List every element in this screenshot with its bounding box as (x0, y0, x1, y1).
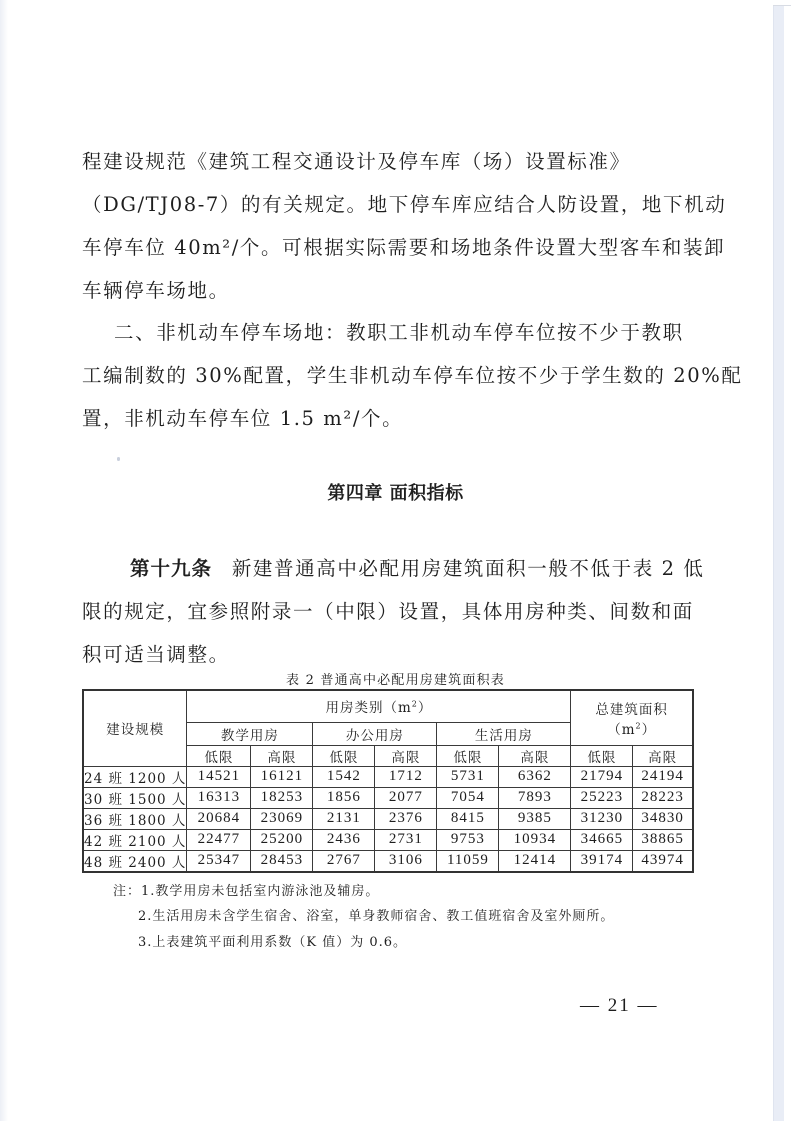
row-scale: 42 班 2100 人 (83, 829, 187, 850)
table-cell: 20684 (187, 808, 251, 829)
table-cell: 1856 (313, 787, 375, 808)
header-low: 低限 (571, 745, 633, 766)
table-cell: 34830 (633, 808, 693, 829)
table-cell: 21794 (571, 766, 633, 787)
table-cell: 39174 (571, 850, 633, 872)
paragraph-line: 车辆停车场地。 (82, 279, 230, 302)
note-line: 2.生活用房未含学生宿舍、浴室，单身教师宿舍、教工值班宿舍及室外厕所。 (138, 909, 615, 924)
table-cell: 9385 (499, 808, 571, 829)
header-office-rooms: 办公用房 (313, 722, 437, 745)
note-line: 3.上表建筑平面利用系数（K 值）为 0.6。 (138, 935, 408, 950)
table-row (83, 787, 693, 808)
paragraph-line: 积可适当调整。 (82, 643, 230, 666)
table-cell: 34665 (571, 829, 633, 850)
table-cell: 22477 (187, 829, 251, 850)
table-cell: 2767 (313, 850, 375, 872)
table-cell: 16121 (251, 766, 313, 787)
table-cell: 1542 (313, 766, 375, 787)
table-cell: 9753 (437, 829, 499, 850)
row-scale: 30 班 1500 人 (83, 787, 187, 808)
table-cell: 7054 (437, 787, 499, 808)
paragraph-line: 程建设规范《建筑工程交通设计及停车库（场）设置标准》 (82, 150, 631, 173)
article-text: 新建普通高中必配用房建筑面积一般不低于表 2 低 (231, 557, 705, 580)
scan-left-edge (0, 0, 8, 1121)
table-cell: 25347 (187, 850, 251, 872)
table-cell: 24194 (633, 766, 693, 787)
table-cell: 38865 (633, 829, 693, 850)
table-cell: 8415 (437, 808, 499, 829)
note-line: 注：1.教学用房未包括室内游泳池及辅房。 (113, 884, 380, 899)
paragraph-line: 限的规定，宜参照附录一（中限）设置，具体用房种类、间数和面 (82, 600, 694, 623)
header-teaching-rooms: 教学用房 (187, 722, 313, 745)
table-cell: 25223 (571, 787, 633, 808)
table-cell: 2731 (375, 829, 437, 850)
header-room-category: 用房类别$(m^2)$ (187, 690, 571, 722)
table-row (83, 808, 693, 829)
header-total-area: 总建筑面积 $(m^2)$ (571, 690, 693, 745)
table-cell: 10934 (499, 829, 571, 850)
table-cell: 3106 (375, 850, 437, 872)
table-cell: 28453 (251, 850, 313, 872)
header-low: 低限 (313, 745, 375, 766)
area-table (82, 689, 694, 873)
table-cell: 11059 (437, 850, 499, 872)
paragraph-line: 二、非机动车停车场地：教职工非机动车停车位按不少于教职 (114, 321, 684, 344)
scan-right-edge (773, 6, 784, 1121)
paragraph-line: （DG/TJ08-7）的有关规定。地下停车库应结合人防设置，地下机动 (82, 193, 727, 216)
table-row (83, 829, 693, 850)
table-body (83, 766, 693, 872)
table-cell: 12414 (499, 850, 571, 872)
chapter-title: 第四章 面积指标 (327, 483, 464, 504)
article-first-line (130, 553, 705, 581)
header-low: 低限 (437, 745, 499, 766)
header-low: 低限 (187, 745, 251, 766)
table-cell: 18253 (251, 787, 313, 808)
header-high: 高限 (633, 745, 693, 766)
header-living-rooms: 生活用房 (437, 722, 571, 745)
table-cell: 14521 (187, 766, 251, 787)
table-cell: 6362 (499, 766, 571, 787)
table-cell: 2131 (313, 808, 375, 829)
row-scale: 36 班 1800 人 (83, 808, 187, 829)
paragraph-line: 置，非机动车停车位 1.5 m²/个。 (82, 407, 404, 430)
table-cell: 23069 (251, 808, 313, 829)
table-cell: 2077 (375, 787, 437, 808)
table-cell: 2436 (313, 829, 375, 850)
table-cell: 5731 (437, 766, 499, 787)
header-high: 高限 (251, 745, 313, 766)
header-high: 高限 (375, 745, 437, 766)
page-number: — 21 — (580, 995, 659, 1016)
table-row (83, 850, 693, 872)
table-cell: 28223 (633, 787, 693, 808)
paragraph-line: 车停车位 40m²/个。可根据实际需要和场地条件设置大型客车和装卸 (82, 236, 726, 259)
table-row (83, 766, 693, 787)
table-cell: 25200 (251, 829, 313, 850)
table-cell: 31230 (571, 808, 633, 829)
table-cell: 16313 (187, 787, 251, 808)
table-cell: 43974 (633, 850, 693, 872)
table-cell: 2376 (375, 808, 437, 829)
table-cell: 1712 (375, 766, 437, 787)
table-caption: 表 2 普通高中必配用房建筑面积表 (286, 673, 505, 688)
header-high: 高限 (499, 745, 571, 766)
table-cell: 7893 (499, 787, 571, 808)
header-scale: 建设规模 (83, 690, 187, 766)
row-scale: 48 班 2400 人 (83, 850, 187, 872)
paragraph-line: 工编制数的 30%配置，学生非机动车停车位按不少于学生数的 20%配 (82, 364, 743, 387)
article-number: 第十九条 (130, 557, 213, 580)
row-scale: 24 班 1200 人 (83, 766, 187, 787)
scan-speck (117, 457, 120, 461)
